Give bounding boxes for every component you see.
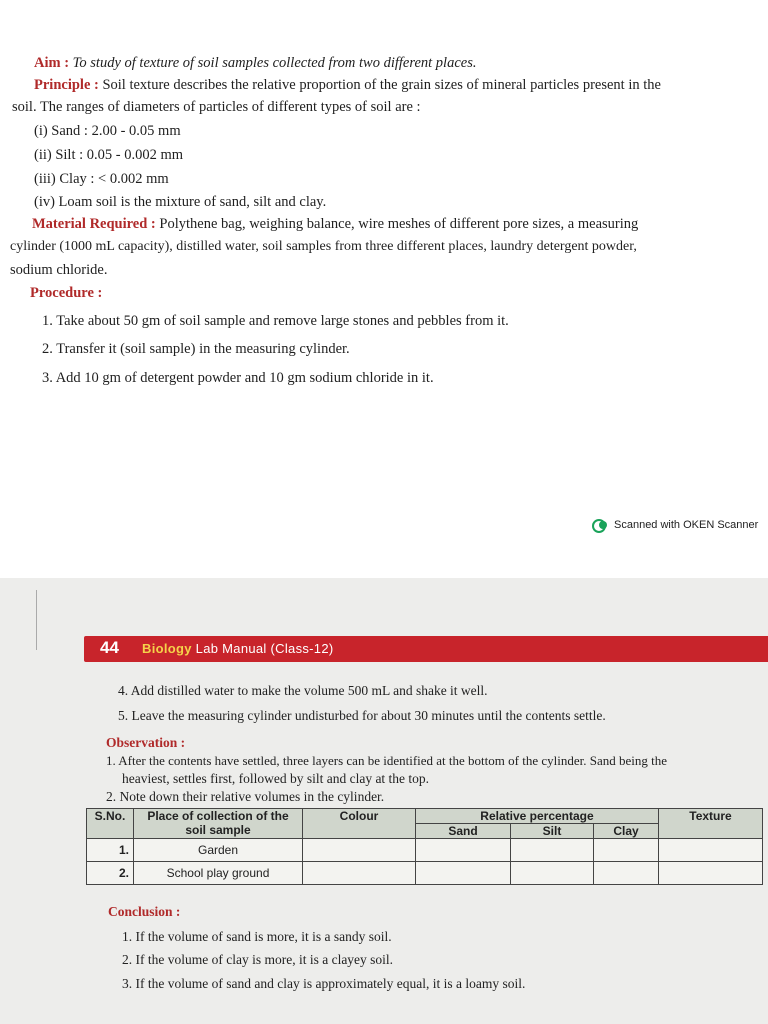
- range-sand: (i) Sand : 2.00 - 0.05 mm: [34, 123, 181, 139]
- observation-1b: heaviest, settles first, followed by silt and clay at the top.: [122, 771, 430, 786]
- row-sand: [416, 839, 511, 862]
- observation-table: [86, 808, 763, 885]
- row-sno: 1.: [87, 839, 134, 862]
- row-sno: 2.: [87, 862, 134, 885]
- material-text-2: cylinder (1000 mL capacity), distilled water, soil samples from three different places, laundry detergent powder,: [10, 239, 637, 254]
- material-text-3: sodium chloride.: [10, 262, 108, 278]
- conclusion-3: 3. If the volume of sand and clay is approximately equal, it is a loamy soil.: [122, 976, 526, 991]
- aim-line: [34, 54, 476, 72]
- col-texture: Texture: [659, 809, 763, 839]
- col-sno: S.No.: [87, 809, 134, 839]
- principle-text-2: soil. The ranges of diameters of particles of different types of soil are :: [12, 99, 421, 115]
- table-row: [87, 839, 763, 862]
- col-sand: Sand: [416, 824, 511, 839]
- row-silt: [511, 839, 594, 862]
- scanner-watermark: [592, 518, 758, 532]
- scanner-logo-icon: [592, 518, 608, 532]
- page-two: [0, 578, 768, 1024]
- procedure-step-5: 5. Leave the measuring cylinder undisturbed for about 30 minutes until the contents settle.: [118, 708, 606, 723]
- col-silt: Silt: [511, 824, 594, 839]
- col-clay: Clay: [594, 824, 659, 839]
- row-texture: [659, 862, 763, 885]
- margin-mark: [36, 590, 37, 650]
- col-place: Place of collection of the soil sample: [134, 809, 303, 839]
- procedure-label: Procedure :: [30, 285, 103, 301]
- observation-2: 2. Note down their relative volumes in the cylinder.: [106, 789, 385, 804]
- row-silt: [511, 862, 594, 885]
- principle-line: [34, 76, 661, 94]
- procedure-step-2: 2. Transfer it (soil sample) in the measuring cylinder.: [42, 341, 350, 357]
- row-place: Garden: [134, 839, 303, 862]
- row-texture: [659, 839, 763, 862]
- principle-text: Soil texture describes the relative proportion of the grain sizes of mineral particles present in the: [102, 77, 661, 93]
- range-clay: (iii) Clay : < 0.002 mm: [34, 171, 169, 187]
- conclusion-2: 2. If the volume of clay is more, it is a clayey soil.: [122, 952, 394, 967]
- col-colour: Colour: [303, 809, 416, 839]
- row-clay: [594, 862, 659, 885]
- scanner-text: Scanned with OKEN Scanner: [614, 519, 759, 531]
- page-number: 44: [100, 638, 119, 657]
- book-title-rest: Lab Manual (Class-12): [191, 641, 334, 656]
- book-title-biology: Biology: [142, 641, 192, 656]
- procedure-step-1: 1. Take about 50 gm of soil sample and remove large stones and pebbles from it.: [42, 313, 509, 329]
- col-relative: Relative percentage: [416, 809, 659, 824]
- conclusion-label: Conclusion :: [108, 904, 181, 919]
- material-text: Polythene bag, weighing balance, wire meshes of different pore sizes, a measuring: [159, 216, 639, 232]
- row-clay: [594, 839, 659, 862]
- procedure-step-4: 4. Add distilled water to make the volume 500 mL and shake it well.: [118, 683, 488, 698]
- row-colour: [303, 839, 416, 862]
- material-label: Material Required :: [32, 216, 156, 232]
- procedure-step-3: 3. Add 10 gm of detergent powder and 10 gm sodium chloride in it.: [42, 370, 434, 386]
- range-loam: (iv) Loam soil is the mixture of sand, silt and clay.: [34, 194, 327, 210]
- row-sand: [416, 862, 511, 885]
- principle-label: Principle :: [34, 77, 99, 93]
- aim-text: To study of texture of soil samples collected from two different places.: [72, 55, 477, 71]
- material-line: [32, 215, 638, 233]
- range-silt: (ii) Silt : 0.05 - 0.002 mm: [34, 147, 184, 163]
- aim-label: Aim :: [34, 55, 70, 71]
- table-row: [87, 862, 763, 885]
- row-colour: [303, 862, 416, 885]
- book-title: [142, 638, 333, 660]
- observation-1a: 1. After the contents have settled, three layers can be identified at the bottom of the cylinder. Sand being the: [106, 753, 667, 768]
- observation-label: Observation :: [106, 735, 186, 750]
- row-place: School play ground: [134, 862, 303, 885]
- conclusion-1: 1. If the volume of sand is more, it is a sandy soil.: [122, 929, 392, 944]
